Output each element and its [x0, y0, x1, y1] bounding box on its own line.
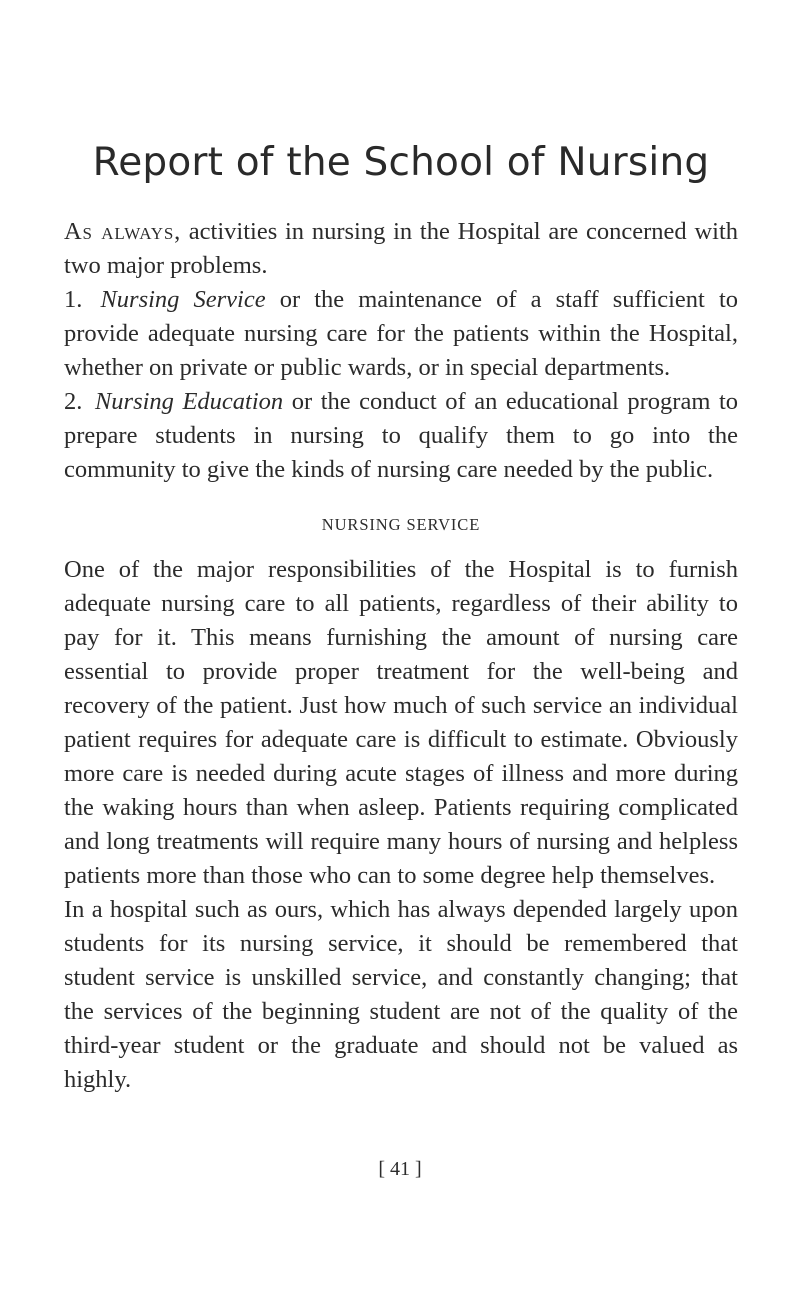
list-item-nursing-education: [64, 385, 738, 487]
list-item-number: 2.: [64, 388, 83, 415]
intro-text: activities in nursing in the Hospital are concerned with two major problems.: [64, 218, 738, 279]
body-paragraph: In a hospital such as ours, which has always depended largely upon students for its nursing service, it should be remembered that student service is unskilled service, and constantly changing; that the services of the beginning student are not of the quality of the third-year student or the graduate and should not be valued as highly.: [64, 896, 738, 1093]
list-item-text: or the maintenance of a staff sufficient to provide adequate nursing care for the patients within the Hospital, whether on private or public wards, or in special departments.: [64, 286, 739, 381]
intro-paragraph: [64, 215, 738, 283]
intro-lead-caps: As always,: [64, 218, 182, 245]
section-heading: NURSING SERVICE: [321, 515, 481, 534]
list-item-nursing-service: [64, 283, 738, 385]
page-number: [ 41 ]: [378, 1158, 422, 1180]
document-page: [64, 140, 738, 1097]
list-item-text: or the conduct of an educational program to prepare students in nursing to qualify them to go into the community to give the kinds of nursing care needed by the public.: [64, 388, 739, 483]
list-item-term: Nursing Education: [94, 388, 284, 415]
list-item-number: 1.: [64, 286, 83, 313]
body-paragraph: One of the major responsibilities of the Hospital is to furnish adequate nursing care to all patients, regardless of their ability to pay for it. This means furnishing the amount of nursing care essential to provide proper treatment for the well-being and recovery of the patient. Just how much of such service an individual patient requires for adequate care is difficult to estimate. Obviously more care is needed during acute stages of illness and more during the waking hours than when asleep. Patients requiring complicated and long treatments will require many hours of nursing and helpless patients more than those who can to some degree help themselves.: [64, 556, 738, 889]
page-title: Report of the School of Nursing: [92, 140, 710, 185]
list-item-term: Nursing Service: [100, 286, 266, 313]
